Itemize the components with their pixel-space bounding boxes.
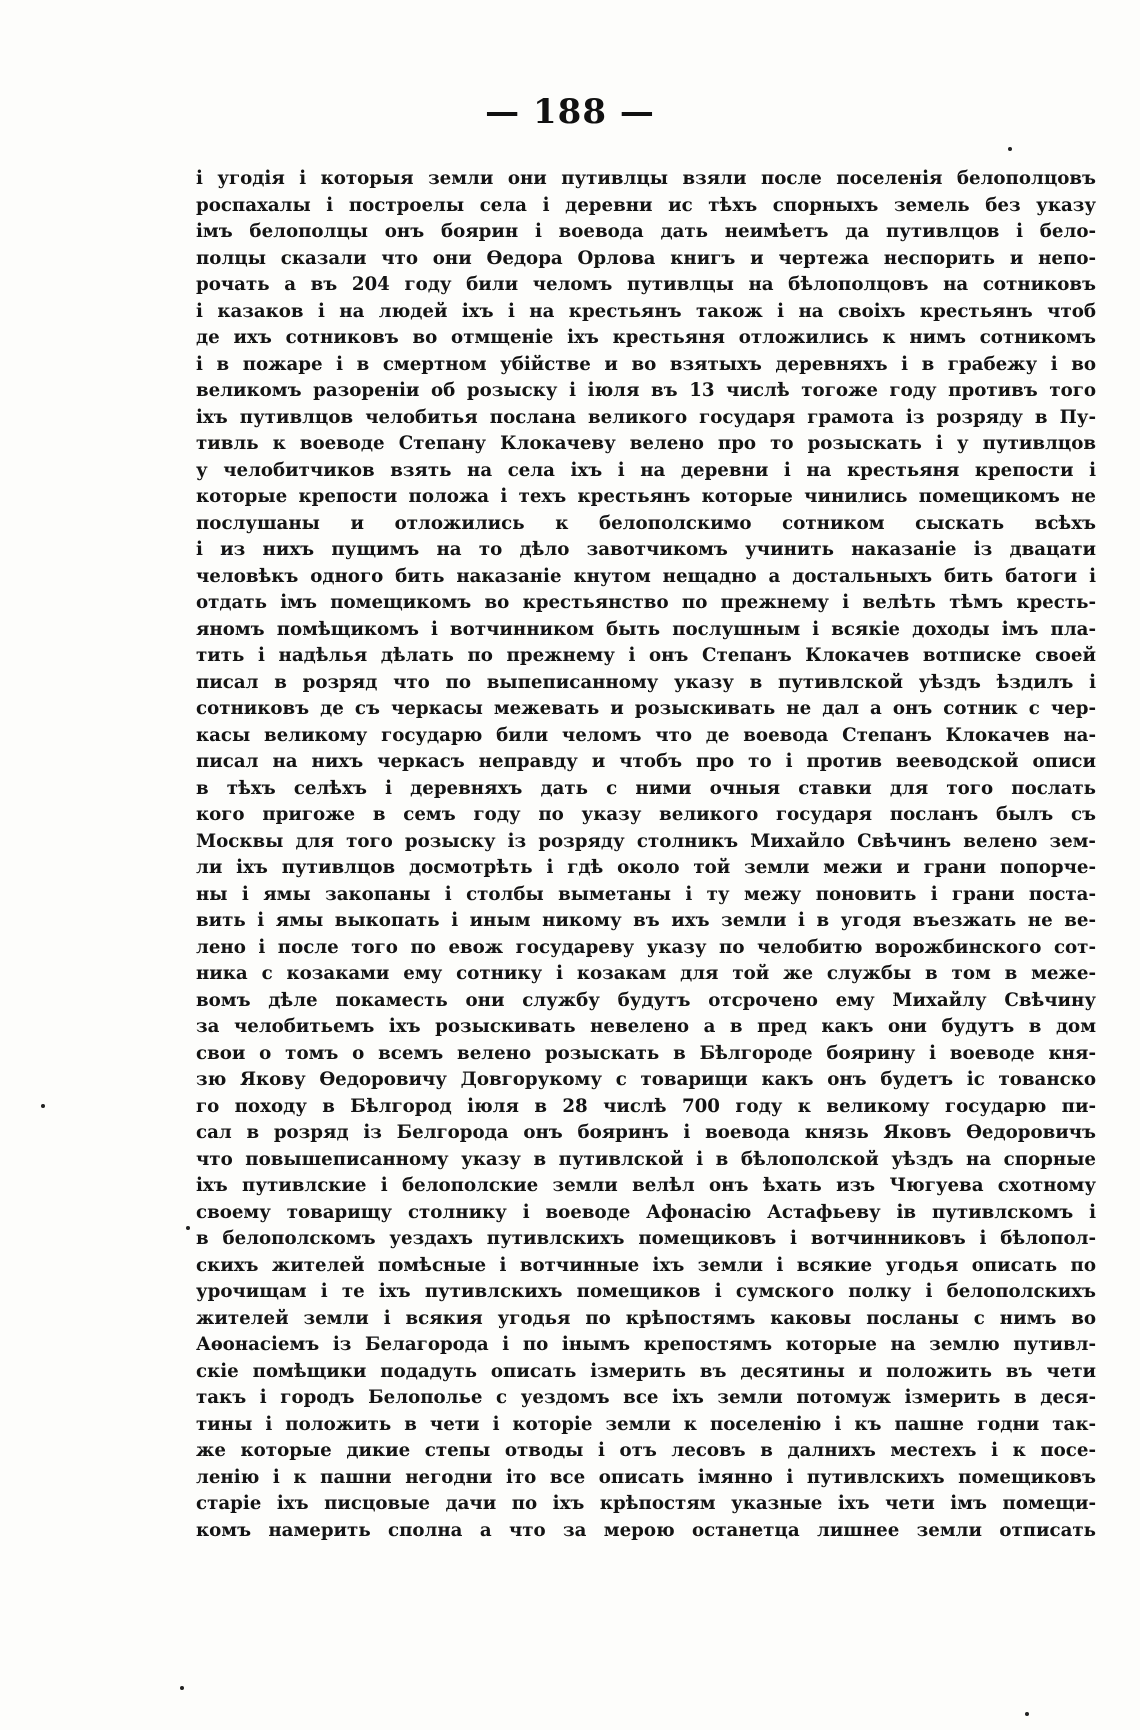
text-line: урочищам і те іхъ путивлскихъ помещиков і сумского полку і белополскихъ	[196, 1281, 1096, 1302]
text-line: тить і надѣлья дѣлать по прежнему і онъ Степанъ Клокачев вотписке своей	[196, 645, 1096, 666]
text-line: сал в розряд із Белгорода онъ бояринъ і воевода князь Яковъ Өедоровичъ	[196, 1122, 1096, 1143]
text-line: писал в розряд что по выпеписанному указу в путивлской уѣздъ ѣздилъ і	[196, 671, 1096, 693]
text-line: ны і ямы закопаны і столбы выметаны і ту межу поновить і грани поста-	[196, 883, 1096, 905]
text-line: тивль к воеводе Степану Клокачеву велено про то розыскать і у путивлцов	[196, 433, 1096, 454]
page-number: — 188 —	[485, 92, 655, 132]
text-line: которые крепости положа і техъ крестьянъ которые чинились помещикомъ не	[196, 486, 1096, 507]
text-line: вомъ дѣле покаместь они службу будутъ отсрочено ему Михайлу Свѣчину	[196, 989, 1096, 1011]
scan-speck	[41, 1104, 45, 1108]
text-line: рочать а въ 204 году били челомъ путивлцы на бѣлополцовъ на сотниковъ	[196, 274, 1096, 295]
text-line: го походу в Бѣлгород іюля в 28 числѣ 700 году к великому государю пи-	[196, 1095, 1096, 1117]
text-line: что повышеписанному указу в путивлской і в бѣлополской уѣздъ на спорные	[196, 1148, 1096, 1170]
text-line: сотниковъ де съ черкасы межевать и розыскивать не дал а онъ сотник с чер-	[196, 698, 1096, 719]
scan-speck	[186, 1226, 190, 1230]
text-line: писал на нихъ черкасъ неправду и чтобъ про то і против вееводской описи	[196, 751, 1096, 772]
text-line: же которые дикие степы отводы і отъ лесовъ в далнихъ местехъ і к посе-	[196, 1440, 1096, 1461]
text-line: і в пожаре і в смертном убійстве и во взятыхъ деревняхъ і в грабежу і во	[196, 353, 1096, 375]
text-line: скіе помѣщики подадуть описать ізмерить въ десятины и положить въ чети	[196, 1360, 1096, 1382]
text-line: роспахалы і построелы села і деревни ис тѣхъ спорныхъ земель без указу	[196, 194, 1096, 216]
text-line: Москвы для того розыску із розряду столникъ Михайло Свѣчинъ велено зем-	[196, 830, 1096, 852]
text-line: послушаны и отложились к белополскимо сотником сыскать всѣхъ	[196, 512, 1096, 534]
text-line: жителей земли і всякия угодья по крѣпостямъ каковы посланы с нимъ во	[196, 1307, 1096, 1329]
text-line: такъ і городъ Белополье с уездомъ все іхъ земли потомуж ізмерить в деся-	[196, 1387, 1096, 1408]
scan-speck	[1008, 147, 1012, 151]
text-line: де ихъ сотниковъ во отмщеніе іхъ крестьяня отложились к нимъ сотникомъ	[196, 327, 1096, 348]
text-line: іхъ путивлские і белополские земли велѣл онъ ѣхать изъ Чюгуева схотному	[196, 1175, 1096, 1196]
scan-speck	[1025, 1712, 1029, 1716]
scan-speck	[180, 1686, 184, 1690]
text-line: комъ намерить сполна а что за мерою останетца лишнее земли отписать	[196, 1519, 1096, 1541]
text-line: Аѳонасіемъ із Белагорода і по інымъ крепостямъ которые на землю путивл-	[196, 1334, 1096, 1355]
text-line: за челобитьемъ іхъ розыскивать невелено а в пред какъ они будутъ в дом	[196, 1016, 1096, 1037]
text-line: ника с козаками ему сотнику і козакам для той же службы в том в меже-	[196, 963, 1096, 984]
text-line: в белополскомъ уездахъ путивлскихъ помещиковъ і вотчинниковъ і бѣлопол-	[196, 1228, 1096, 1249]
text-line: кого пригоже в семъ году по указу великого государя посланъ былъ съ	[196, 804, 1096, 825]
text-line: зю Якову Өедоровичу Довгорукому с товарищи какъ онъ будетъ іс тованско	[196, 1069, 1096, 1090]
text-line: у челобитчиков взять на села іхъ і на деревни і на крестьяня крепости і	[196, 459, 1096, 481]
text-line: тины і положить в чети і которіе земли к поселенію і къ пашне годни так-	[196, 1413, 1096, 1435]
text-line: свои о томъ о всемъ велено розыскать в Бѣлгороде боярину і воеводе кня-	[196, 1042, 1096, 1064]
text-line: великомъ разореніи об розыску і іюля въ 13 числѣ тогоже году противъ того	[196, 380, 1096, 401]
text-line: старіе іхъ писцовые дачи по іхъ крѣпостям указные іхъ чети імъ помещи-	[196, 1493, 1096, 1514]
text-line: полцы сказали что они Өедора Орлова книгъ и чертежа неспорить и непо-	[196, 247, 1096, 269]
text-line: скихъ жителей помѣсные і вотчинные іхъ земли і всякие угодья описать по	[196, 1254, 1096, 1276]
text-line: і из нихъ пущимъ на то дѣло завотчикомъ учинить наказаніе із двацати	[196, 539, 1096, 560]
text-line: отдать імъ помещикомъ во крестьянство по прежнему і велѣть тѣмъ кресть-	[196, 592, 1096, 613]
text-line: ли іхъ путивлцов досмотрѣть і гдѣ около той земли межи и грани попорче-	[196, 857, 1096, 878]
text-line: і казаков і на людей іхъ і на крестьянъ також і на своіхъ крестьянъ чтоб	[196, 300, 1096, 322]
text-line: іхъ путивлцов челобитья послана великого государя грамота із розряду в Пу-	[196, 406, 1096, 428]
text-line: ленію і к пашни негодни іто все описать імянно і путивлскихъ помещиковъ	[196, 1466, 1096, 1488]
text-line: і угодія і которыя земли они путивлцы взяли после поселенія белополцовъ	[196, 168, 1096, 189]
text-line: человѣкъ одного бить наказаніе кнутом нещадно а достальныхъ бить батоги і	[196, 565, 1096, 587]
text-line: своему товарищу столнику і воеводе Афонасію Астафьеву ів путивлскомъ і	[196, 1201, 1096, 1223]
text-line: лено і после того по евож государеву указу по челобитю ворожбинского сот-	[196, 936, 1096, 958]
text-line: вить і ямы выкопать і иным никому въ ихъ земли і в угодя въезжать не ве-	[196, 910, 1096, 931]
body-text	[196, 166, 1096, 1544]
text-line: касы великому государю били челомъ что де воевода Степанъ Клокачев на-	[196, 724, 1096, 746]
text-line: в тѣхъ селѣхъ і деревняхъ дать с ними очныя ставки для того послать	[196, 777, 1096, 799]
text-line: яномъ помѣщикомъ і вотчинником быть послушным і всякіе доходы імъ пла-	[196, 618, 1096, 640]
text-line: імъ белополцы онъ боярин і воевода дать неимѣетъ да путивлцов і бело-	[196, 221, 1096, 242]
